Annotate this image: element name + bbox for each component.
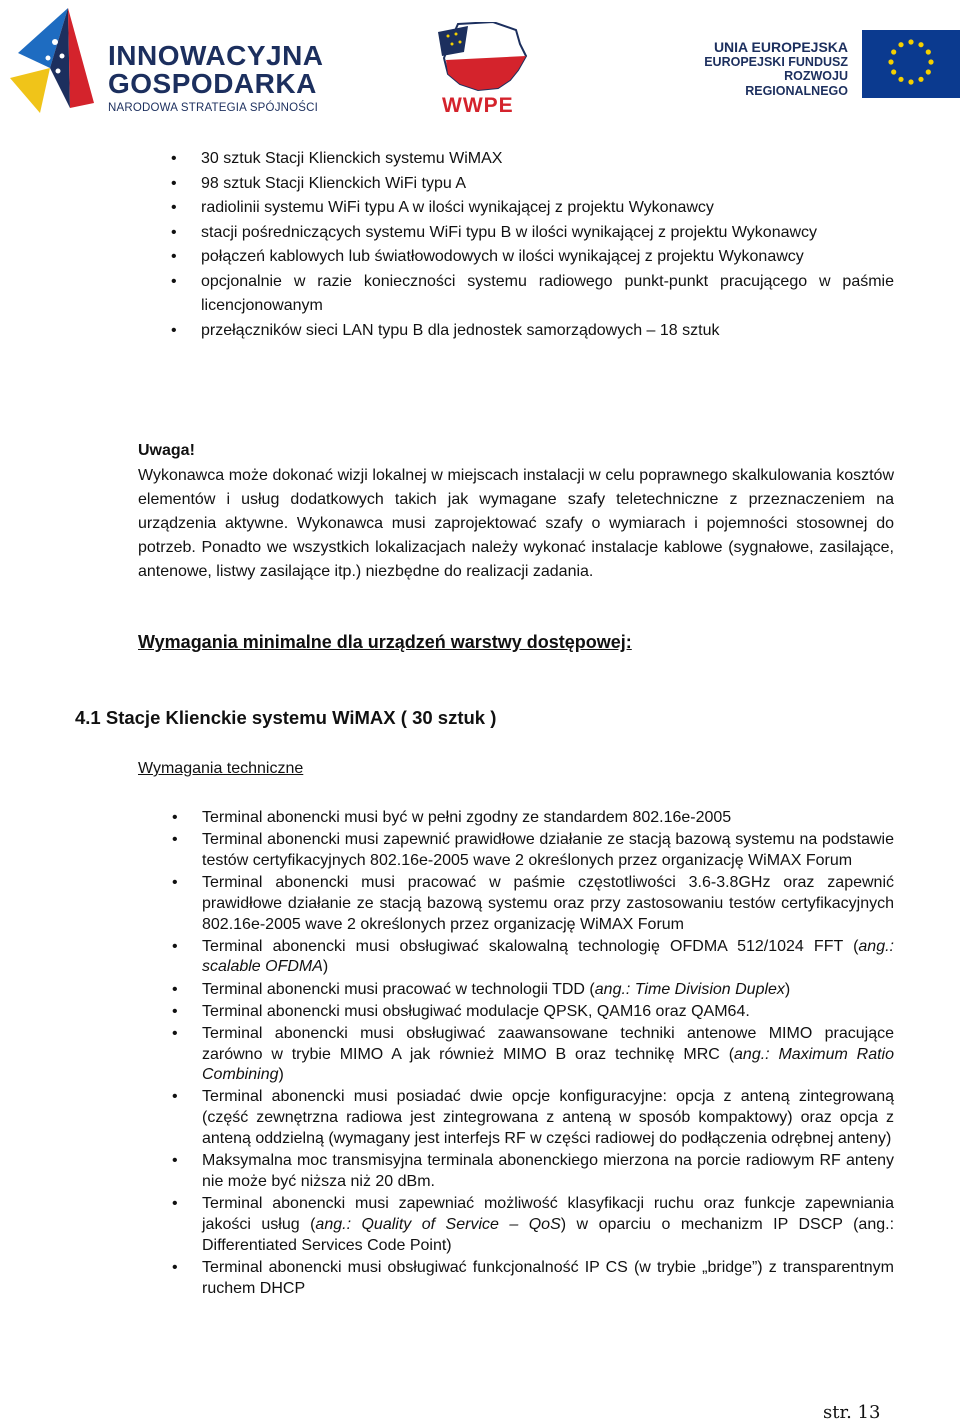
- logo-tagline: NARODOWA STRATEGIA SPÓJNOŚCI: [108, 102, 319, 114]
- bullet-icon: •: [172, 809, 178, 826]
- bullet-icon: •: [172, 1002, 178, 1020]
- bullet-icon: •: [172, 1024, 178, 1042]
- eu-line-1: UNIA EUROPEJSKA: [713, 39, 848, 55]
- list-item: • radiolinii systemu WiFi typu A w ilości wynikającej z projektu Wykonawcy: [201, 196, 894, 221]
- wwpe-logo-text: WWPE: [442, 94, 514, 117]
- eu-line-3: ROZWOJU REGIONALNEGO: [745, 69, 848, 98]
- list-item: • połączeń kablowych lub światłowodowych w ilości wynikającej z projektu Wykonawcy: [201, 245, 894, 270]
- bullet-icon: •: [171, 223, 177, 241]
- logo-line-2: GOSPODARKA: [108, 68, 317, 99]
- bullet-icon: •: [171, 272, 177, 290]
- note-body: Wykonawca może dokonać wizji lokalnej w miejscach instalacji w celu poprawnego skalkulowania kosztów elementów i usług dodatkowych takich jak wymagane szafy teletechniczne z przeznaczeniem na urządzenia aktywne. Wykonawca musi zaprojektować szafy o wymiarach i pojemności stosownej do potrzeb. Ponadto we wszystkich lokalizacjach należy wykonać instalacje kablowe (sygnałowe, zasilające, antenowe, listwy zasilające itp.) niezbędne do realizacji zadania.: [138, 467, 894, 580]
- page-header: [0, 0, 960, 120]
- bullet-icon: •: [172, 937, 178, 955]
- note-title: Uwaga!: [138, 442, 195, 459]
- bullet-icon: •: [171, 248, 177, 265]
- technical-requirements-list: [172, 808, 895, 1301]
- bullet-icon: •: [171, 174, 177, 192]
- list-item: • Terminal abonencki musi obsługiwać funkcjonalność IP CS (w trybie „bridge”) z transparentnym ruchem DHCP: [172, 1258, 894, 1297]
- list-item: • Terminal abonencki musi obsługiwać zaawansowane techniki antenowe MIMO pracujące zarówno w trybie MIMO A jak również MIMO B oraz technikę MRC (ang.: Maximum Ratio Combining): [172, 1024, 894, 1084]
- bullet-icon: •: [172, 1152, 178, 1170]
- bullet-icon: •: [172, 1195, 178, 1213]
- requirements-heading: Wymagania minimalne dla urządzeń warstwy dostępowej:: [138, 632, 632, 652]
- bullet-icon: •: [172, 1088, 178, 1106]
- list-item: • Terminal abonencki musi pracować w technologii TDD (ang.: Time Division Duplex): [202, 980, 894, 1001]
- innowacyjna-gospodarka-logo: [10, 8, 340, 113]
- list-item: • Terminal abonencki musi posiadać dwie opcje konfiguracyjne: opcja z anteną zintegrowaną (część zewnętrzna radiowa jest zintegrowana z anteną w sposób kompaktowy) oraz opcja z anteną oddzielną (wymagany jest interfejs RF w części radiowej do podłączenia odrębnej anteny): [172, 1088, 894, 1148]
- bullet-icon: •: [172, 1258, 178, 1276]
- eu-line-2: EUROPEJSKI FUNDUSZ: [704, 55, 848, 70]
- bullet-icon: •: [171, 199, 177, 216]
- poland-map-icon: [438, 22, 530, 94]
- logo-line-1: INNOWACYJNA: [108, 40, 324, 71]
- wwpe-logo: [438, 22, 530, 117]
- list-item: • Terminal abonencki musi zapewniać możliwość klasyfikacji ruchu oraz funkcje zapewniania jakości usług (ang.: Quality of Service – QoS) w oparciu o mechanizm IP DSCP (ang.: Differentiated Services Code Point): [172, 1195, 895, 1254]
- list-item: • Terminal abonencki musi zapewnić prawidłowe działanie ze stacją bazową systemu na podstawie testów certyfikacyjnych 802.16e-2005 wave 2 określonych przez organizację WiMAX Forum: [172, 831, 894, 869]
- list-item: • opcjonalnie w razie konieczności systemu radiowego punkt-punkt pracującego w paśmie licencjonowanym: [201, 270, 894, 319]
- list-item: • przełączników sieci LAN typu B dla jednostek samorządowych – 18 sztuk: [201, 319, 894, 344]
- eu-logo: [690, 30, 960, 100]
- technical-requirements-subheading: Wymagania techniczne: [138, 760, 304, 777]
- bullet-icon: •: [172, 831, 178, 849]
- list-item: • Terminal abonencki musi pracować w paśmie częstotliwości 3.6-3.8GHz oraz zapewnić prawidłowe działanie ze stacją bazową systemu oraz przy zastosowaniu testów certyfikacyjnych 802.16e-2005 wave 2 określonych przez organizację WiMAX Forum: [172, 873, 894, 933]
- eu-flag-icon: [862, 30, 960, 98]
- list-item: • Maksymalna moc transmisyjna terminala abonenckiego mierzona na porcie radiowym RF anteny nie może być niższa niż 20 dBm.: [172, 1152, 894, 1190]
- innowacyjna-gospodarka-emblem-icon: [10, 8, 102, 113]
- section-title: 4.1 Stacje Klienckie systemu WiMAX ( 30 sztuk ): [75, 707, 497, 728]
- list-item: • Terminal abonencki musi być w pełni zgodny ze standardem 802.16e-2005: [202, 808, 894, 829]
- list-item: • Terminal abonencki musi obsługiwać skalowalną technologię OFDMA 512/1024 FFT (ang.: scalable OFDMA): [172, 937, 894, 976]
- bullet-icon: •: [171, 150, 177, 167]
- list-item: • 98 sztuk Stacji Klienckich WiFi typu A: [201, 172, 894, 197]
- scope-list: [171, 147, 894, 343]
- bullet-icon: •: [172, 873, 178, 891]
- list-item: • Terminal abonencki musi obsługiwać modulacje QPSK, QAM16 oraz QAM64.: [202, 1002, 894, 1023]
- bullet-icon: •: [171, 321, 177, 339]
- page-number: str. 13: [823, 1402, 881, 1423]
- bullet-icon: •: [172, 980, 178, 998]
- list-item: • stacji pośredniczących systemu WiFi typu B w ilości wynikającej z projektu Wykonawcy: [201, 221, 894, 246]
- list-item: • 30 sztuk Stacji Klienckich systemu WiMAX: [201, 147, 894, 172]
